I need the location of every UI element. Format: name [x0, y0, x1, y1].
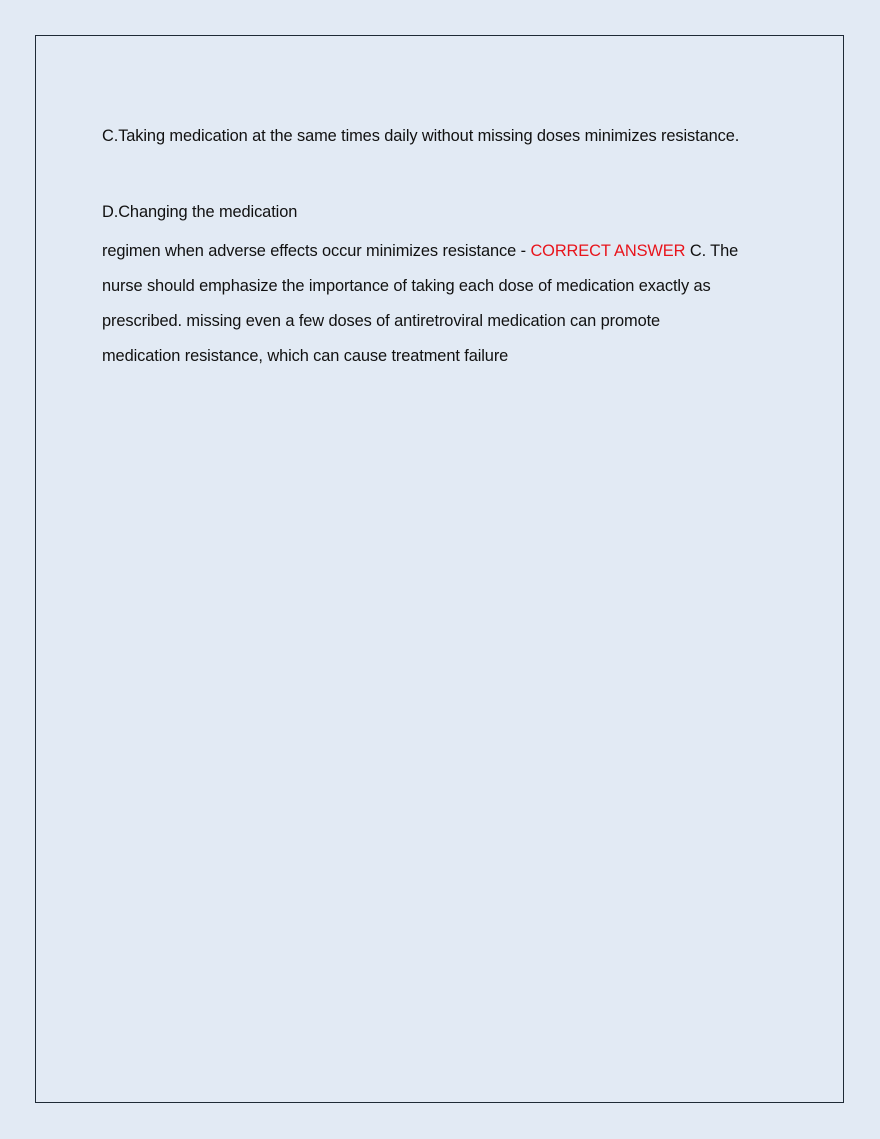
option-c-text: C.Taking medication at the same times daily without missing doses minimizes resistance.	[102, 127, 740, 145]
option-d-text: D.Changing the medication	[102, 203, 298, 221]
explanation-line-3: prescribed. missing even a few doses of antiretroviral medication can promote	[102, 312, 661, 330]
option-d-continuation: regimen when adverse effects occur minimizes resistance -	[102, 242, 531, 260]
correct-answer-label: CORRECT ANSWER	[530, 242, 686, 260]
document-content	[102, 123, 792, 374]
explanation-line-4: medication resistance, which can cause treatment failure	[102, 347, 509, 365]
explanation-line-2: nurse should emphasize the importance of taking each dose of medication exactly as	[102, 277, 711, 295]
answer-letter: C. The	[685, 242, 739, 260]
answer-explanation	[102, 234, 792, 374]
explanation-line-1	[102, 234, 792, 269]
